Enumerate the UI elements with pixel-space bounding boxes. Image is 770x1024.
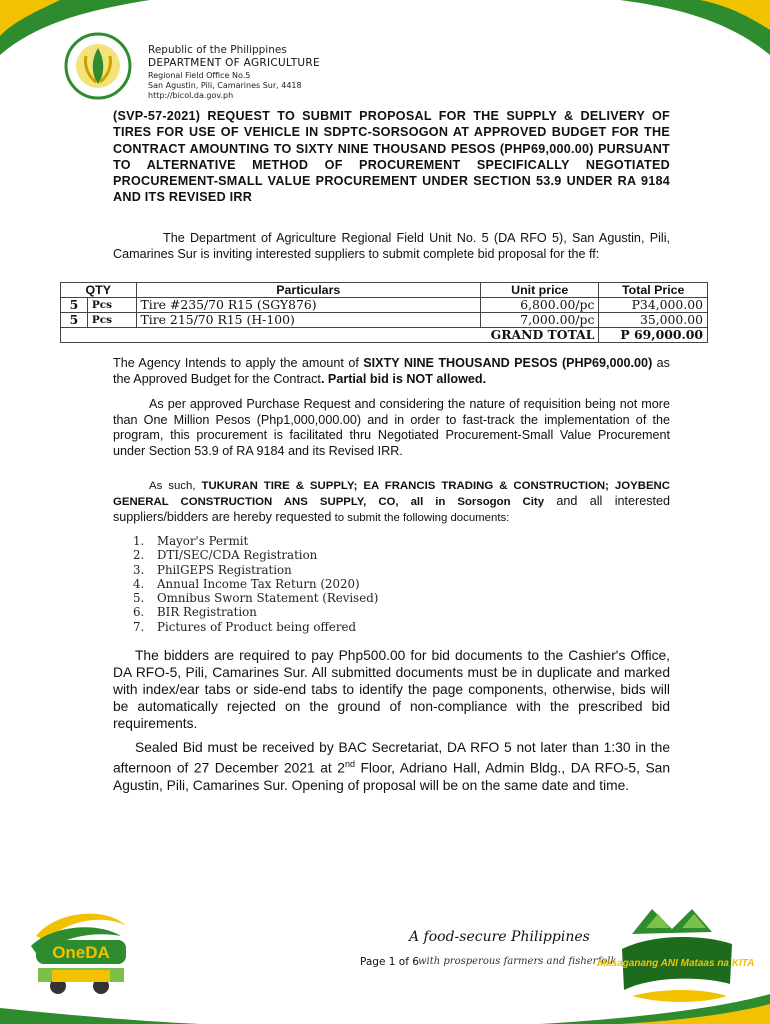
justification-paragraph xyxy=(113,397,670,459)
grand-total-label: GRAND TOTAL xyxy=(61,328,599,343)
row-unit-price: 6,800.00/pc xyxy=(481,298,599,313)
header-unit-price: Unit price xyxy=(481,283,599,298)
footer-decoration xyxy=(0,990,770,1024)
document-title: (SVP-57-2021) REQUEST TO SUBMIT PROPOSAL FOR THE SUPPLY & DELIVERY OF TIRES FOR USE OF VEHICLE IN SDPTC-SORSOGON AT APPROVED BUDGET FOR THE CONTRACT AMOUNTING TO SIXTY NINE THOUSAND PESOS (PHP69,000.00) PURSUANT TO ALTERNATIVE METHOD OF PROCUREMENT SPECIFICALLY NEGOTIATED PROCUREMENT-SMALL VALUE PROCUREMENT UNDER SECTION 53.9 UNDER RA 9184 AND ITS REVISED IRR xyxy=(113,109,670,205)
abc-amount: SIXTY NINE THOUSAND PESOS (PHP69,000.00) xyxy=(363,356,653,370)
footer-tagline: with prosperous farmers and fisherfolk xyxy=(418,956,617,967)
row-total: 35,000.00 xyxy=(599,313,708,328)
required-documents-list xyxy=(133,534,378,634)
abc-paragraph xyxy=(113,356,670,387)
row-particulars: Tire 215/70 R15 (H-100) xyxy=(136,313,481,328)
row-unit: Pcs xyxy=(87,313,136,328)
header-qty: QTY xyxy=(61,283,137,298)
agency-header xyxy=(148,44,320,102)
invitation-mid: and all interested suppliers/bidders are hereby requested xyxy=(113,493,671,524)
list-item: 5. Omnibus Sworn Statement (Revised) xyxy=(133,591,379,606)
row-unit-price: 7,000.00/pc xyxy=(481,313,599,328)
document-item: Annual Income Tax Return (2020) xyxy=(157,576,360,591)
items-table xyxy=(60,282,708,343)
row-unit: Pcs xyxy=(87,298,136,313)
list-item: 3. PhilGEPS Registration xyxy=(133,562,292,577)
row-particulars: Tire #235/70 R15 (SGY876) xyxy=(136,298,481,313)
deadline-pre: Sealed Bid must be received by BAC Secretariat, DA RFO 5 not later than 1:30 in the afternoon of 27 December 2021 at 2 xyxy=(113,740,670,776)
bid-documents-text: The bidders are required to pay Php500.00 for bid documents to the Cashier's Office, DA RFO-5, Pili, Camarines Sur. All submitted documents must be in duplicate and marked with index/ear tabs or side-end tabs to identify the page components, otherwise, bids will be automatically rejected on the ground of non-compliance with the prescribed bid requirements. xyxy=(113,648,670,731)
agency-line-office: Regional Field Office No.5 xyxy=(148,70,251,80)
invitation-end: to submit the following documents: xyxy=(331,511,510,524)
document-item: Omnibus Sworn Statement (Revised) xyxy=(157,591,379,606)
intro-paragraph xyxy=(113,231,670,262)
masaganang-logo-text: Masaganang ANI Mataas na KITA xyxy=(597,958,755,969)
oneda-logo-text: OneDA xyxy=(52,943,110,962)
abc-partial-bid: . Partial bid is NOT allowed. xyxy=(320,371,487,386)
agency-line-department: DEPARTMENT OF AGRICULTURE xyxy=(148,57,320,70)
oneda-logo-icon xyxy=(26,906,136,998)
page-number: Page 1 of 6 xyxy=(360,956,419,968)
agency-line-address: San Agustin, Pili, Camarines Sur, 4418 xyxy=(148,81,302,91)
list-item: 4. Annual Income Tax Return (2020) xyxy=(133,576,360,591)
deadline-paragraph xyxy=(113,739,670,794)
bid-documents-paragraph xyxy=(113,647,670,732)
footer-slogan: A food-secure Philippines xyxy=(409,929,590,945)
intro-text: The Department of Agriculture Regional Field Unit No. 5 (DA RFO 5), San Agustin, Pili, Camarines Sur is inviting interested suppliers to submit complete bid proposal for the ff: xyxy=(113,231,670,261)
abc-pre: The Agency Intends to apply the amount of xyxy=(113,356,364,370)
header-particulars: Particulars xyxy=(136,283,481,298)
agency-line-republic: Republic of the Philippines xyxy=(148,44,287,56)
document-item: PhilGEPS Registration xyxy=(157,562,292,577)
table-header-row xyxy=(61,283,708,298)
table-row xyxy=(61,313,708,328)
document-item: DTI/SEC/CDA Registration xyxy=(157,548,318,563)
document-item: Pictures of Product being offered xyxy=(157,619,357,634)
document-item: Mayor's Permit xyxy=(157,534,249,548)
list-item: 2. DTI/SEC/CDA Registration xyxy=(133,548,318,563)
abc-mid: as the Approved Budget for the Contract xyxy=(113,356,670,386)
department-seal-icon xyxy=(58,30,138,102)
invitation-paragraph xyxy=(113,479,670,525)
row-qty: 5 xyxy=(61,298,88,313)
row-qty: 5 xyxy=(61,313,88,328)
document-item: BIR Registration xyxy=(157,605,257,620)
agency-line-website: http://bicol.da.gov.ph xyxy=(148,91,234,101)
justification-text: As per approved Purchase Request and considering the nature of requisition being not more than One Million Pesos (Php1,000,000.00) and in order to fast-track the implementation of the program, this procurement is facilitated thru Negotiated Procurement-Small Value Procurement under Section 53.9 of RA 9184 and its Revised IRR. xyxy=(113,397,670,458)
deadline-post: Floor, Adriano Hall, Admin Bldg., DA RFO-5, San Agustin, Pili, Camarines Sur. Opening of proposal will be on the same date and time. xyxy=(113,760,671,793)
list-item: 1. Mayor's Permit xyxy=(133,534,249,548)
invited-suppliers: TUKURAN TIRE & SUPPLY; EA FRANCIS TRADING & CONSTRUCTION; JOYBENC GENERAL CONSTRUCTION ANS SUPPLY, CO, all in Sorsogon City xyxy=(113,480,670,508)
grand-total-value: P 69,000.00 xyxy=(599,328,708,343)
deadline-sup: nd xyxy=(344,759,355,769)
list-item: 7. Pictures of Product being offered xyxy=(133,619,357,634)
row-total: P34,000.00 xyxy=(599,298,708,313)
table-row xyxy=(61,298,708,313)
list-item: 6. BIR Registration xyxy=(133,605,257,620)
invitation-pre: As such, xyxy=(149,480,202,492)
header-total-price: Total Price xyxy=(599,283,708,298)
grand-total-row xyxy=(61,328,708,343)
